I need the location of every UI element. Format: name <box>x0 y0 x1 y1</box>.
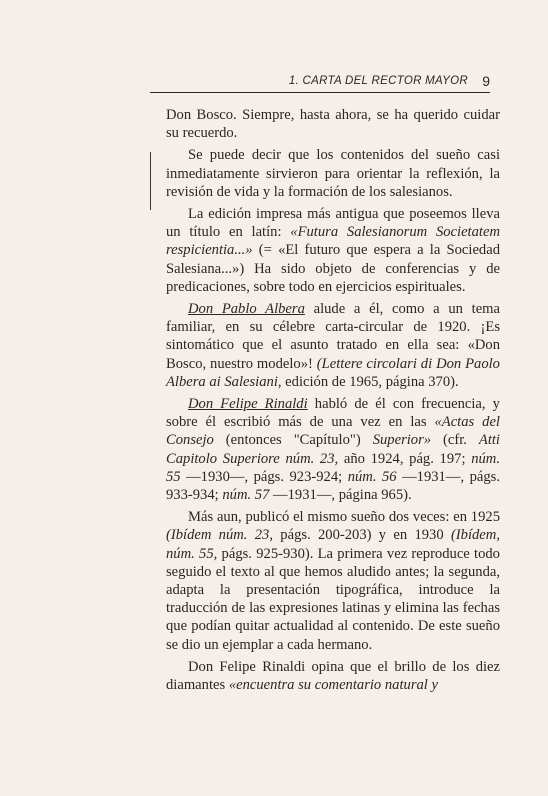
paragraph <box>166 106 500 142</box>
body-text <box>166 106 500 698</box>
italic-text: «Futura Salesianorum Societatem respicientia...» <box>166 224 500 259</box>
text-run: (= «El futuro que espera a la Sociedad Salesiana...») Ha sido objeto de conferencias y de predicaciones, sobre todo en ejercicios espirituales. <box>166 242 500 295</box>
text-run: —1930—, págs. 923-924; <box>180 468 348 485</box>
running-header <box>150 74 490 93</box>
text-run: —1931—, págs. 933-934; <box>166 468 500 504</box>
text-run: alude a él, como a un tema familiar, en su célebre carta-circular de 1920. ¡Es sintomático que el asunto tratado en ella sea: «Don Bosco, nuestro modelo»! <box>166 301 501 372</box>
italic-text: Atti Capitolo Superiore núm. 23, <box>166 432 500 467</box>
text-run: habló de él con frecuencia, y sobre él escribió más de una vez en las <box>166 396 500 431</box>
italic-text: «Actas del Consejo <box>166 414 500 449</box>
italic-text: núm. 57 <box>222 487 270 504</box>
text-run: La edición impresa más antigua que poseemos lleva un título en latín: <box>166 206 500 241</box>
italic-text: núm. 55 <box>166 450 500 485</box>
paragraph <box>166 658 500 694</box>
text-run: págs. 200-203) y en 1930 <box>273 527 451 544</box>
italic-text: Don Felipe Rinaldi <box>188 396 308 413</box>
text-run: año 1924, pág. 197; <box>338 450 472 467</box>
text-run: (entonces "Capítulo") <box>213 432 373 449</box>
page-number: 9 <box>482 73 490 89</box>
text-run: (cfr. <box>431 432 479 449</box>
italic-text: (Ibídem, núm. 55, <box>166 527 500 562</box>
text-run: —1931—, página 965). <box>269 487 412 504</box>
text-run: Don Felipe Rinaldi opina que el brillo de los diez diamantes <box>166 658 500 694</box>
paragraph <box>166 508 500 654</box>
italic-text: «encuentra su comentario natural y <box>228 677 438 694</box>
italic-text: Don Pablo Albera <box>188 301 305 318</box>
text-run: págs. 925-930). La primera vez reproduce todo seguido el texto al que hemos aludido antes; la segunda, adapta la presentación tipográfica, introduce la traducción de las expresiones latinas y elimina las fechas que podían quitar actualidad al contenido. De este sueño se dio un ejemplar a cada hermano. <box>166 545 500 653</box>
text-run: edición de 1965, página 370). <box>281 373 459 390</box>
text-run: Don Bosco. Siempre, hasta ahora, se ha querido cuidar su recuerdo. <box>166 107 500 142</box>
paragraph <box>166 395 500 504</box>
chapter-title: 1. CARTA DEL RECTOR MAYOR <box>288 75 468 87</box>
italic-text: (Lettere circolari di Don Paolo Albera ai Salesiani, <box>166 355 500 390</box>
margin-mark <box>150 152 151 210</box>
italic-text: (Ibídem núm. 23, <box>166 527 273 544</box>
italic-text: Superior» <box>372 432 432 449</box>
paragraph <box>166 146 500 201</box>
text-run: Se puede decir que los contenidos del sueño casi inmediatamente sirvieron para orientar la reflexión, la revisión de vida y la formación de los salesianos. <box>166 147 500 200</box>
italic-text: núm. 56 <box>347 468 397 485</box>
text-run: Más aun, publicó el mismo sueño dos veces: en 1925 <box>188 509 500 526</box>
paragraph <box>166 205 500 296</box>
paragraph <box>166 300 500 391</box>
